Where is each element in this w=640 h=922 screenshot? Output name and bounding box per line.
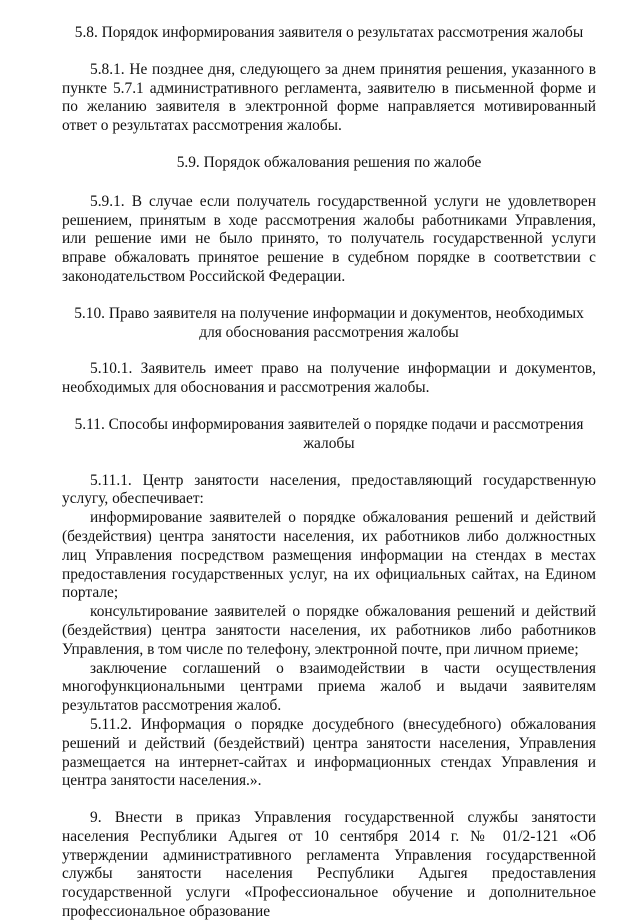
section-5-9-heading: 5.9. Порядок обжалования решения по жалобе <box>176 153 482 171</box>
paragraph-5-11-1-consulting: консультирование заявителей о порядке обжалования решений и действий (бездействия) центра занятости населения, их работников либо работников Управления, в том числе по телефону, электронной почте, при личном приеме; <box>62 603 596 658</box>
paragraph-5-11-1: 5.11.1. Центр занятости населения, предоставляющий государственную услугу, обеспечивает: <box>62 471 596 508</box>
section-5-8-heading: 5.8. Порядок информирования заявителя о результатах рассмотрения жалобы <box>74 24 584 41</box>
section-5-10-heading: 5.10. Право заявителя на получение информации и документов, необходимых для обоснования рассмотрения жалобы <box>74 304 584 341</box>
paragraph-5-11-1-informing: информирование заявителей о порядке обжалования решений и действий (бездействия) центра занятости населения, их работников либо должностных лиц Управления посредством размещения информации на стендах в местах предоставления государственных услуг, на их официальных сайтах, на Едином портале; <box>62 509 596 602</box>
paragraph-5-10-1: 5.10.1. Заявитель имеет право на получение информации и документов, необходимых для обоснования и рассмотрения жалобы. <box>62 360 596 397</box>
item-9-paragraph: 9. Внести в приказ Управления государственной службы занятости населения Республики Адыгея от 10 сентября 2014 г. № 01/2-121 «Об утверждении административного регламента Управления государственной службы занятости населения Республики Адыгея предоставления государственной услуги «Профессиональное обучение и дополнительное профессиональное образование <box>62 809 596 921</box>
paragraph-5-9-1: 5.9.1. В случае если получатель государственной услуги не удовлетворен решением, принятым в ходе рассмотрения жалобы работниками Управления, или решение ими не было принято, то получатель государственной услуги вправе обжаловать принятое решение в судебном порядке в соответствии с законодательством Российской Федерации. <box>62 192 596 285</box>
document-page <box>62 24 596 922</box>
paragraph-5-8-1: 5.8.1. Не позднее дня, следующего за днем принятия решения, указанного в пункте 5.7.1 административного регламента, заявителю в письменной форме и по желанию заявителя в электронной форме направляется мотивированный ответ о результатах рассмотрения жалобы. <box>62 60 596 135</box>
section-5-11-heading: 5.11. Способы информирования заявителей о порядке подачи и рассмотрения жалобы <box>74 415 584 452</box>
paragraph-5-11-2: 5.11.2. Информация о порядке досудебного (внесудебного) обжалования решений и действий (бездействий) центра занятости населения, Управления размещается на интернет-сайтах и информационных стендах Управления и центра занятости населения.». <box>62 715 596 790</box>
paragraph-5-11-1-agreements: заключение соглашений о взаимодействии в части осуществления многофункциональными центрами приема жалоб и выдачи заявителям результатов рассмотрения жалоб. <box>62 659 596 715</box>
